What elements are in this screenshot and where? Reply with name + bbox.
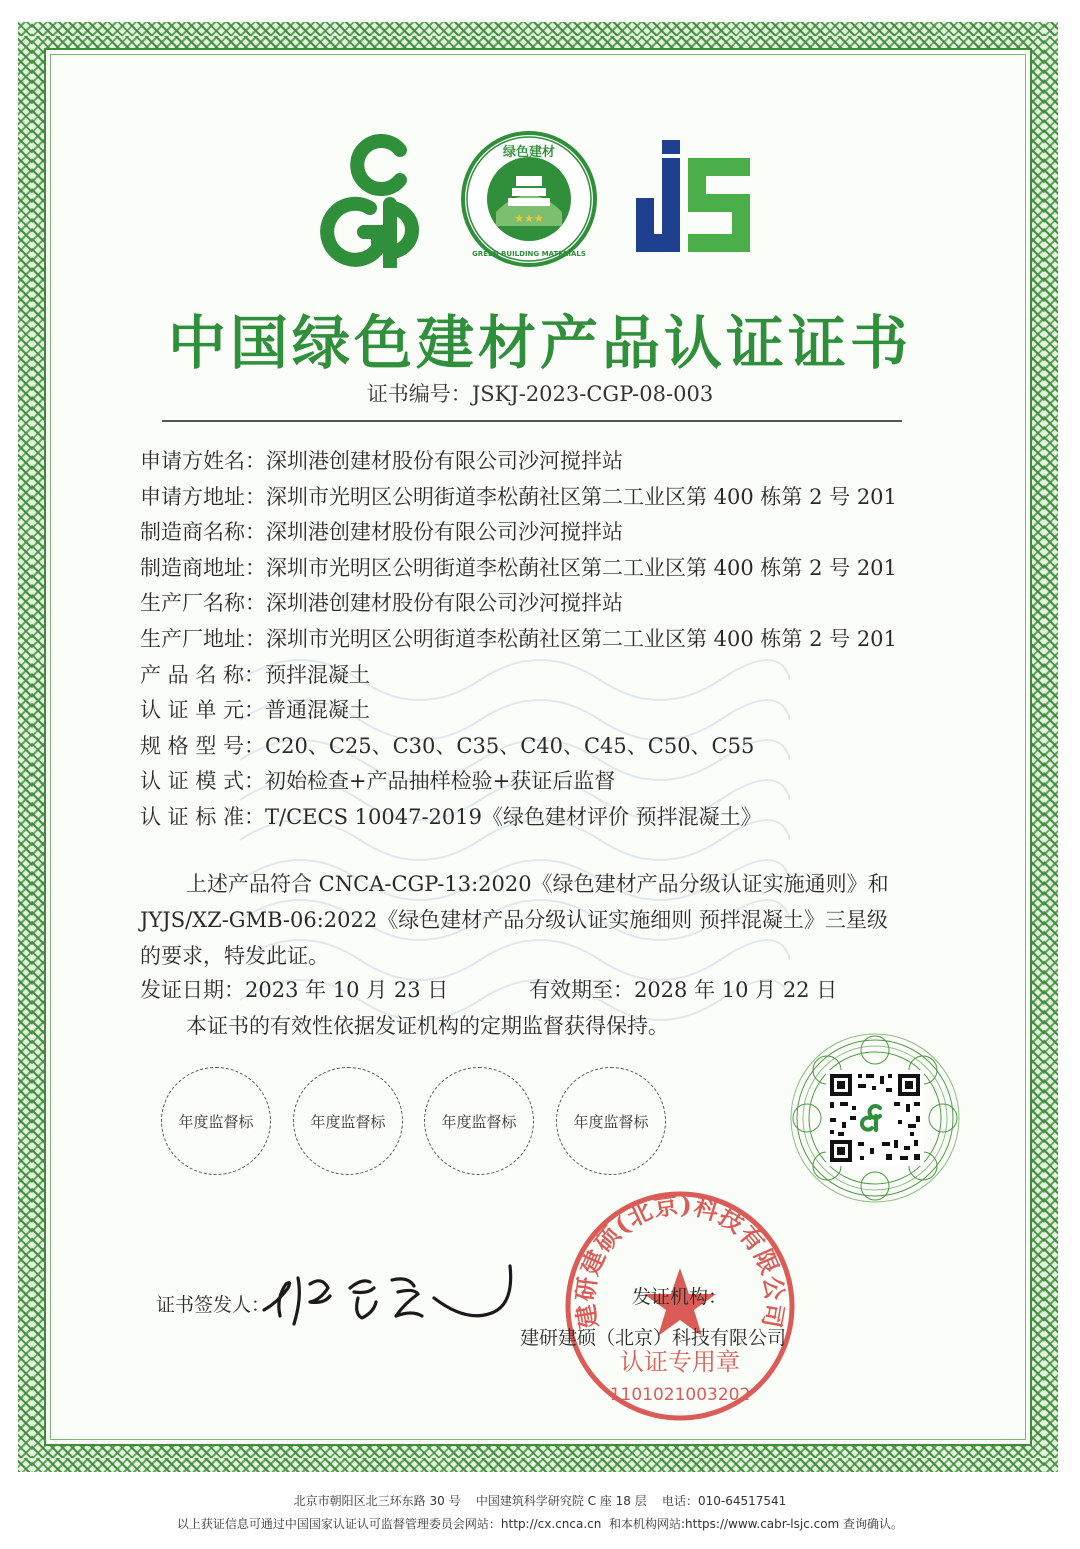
field-label: 申请方姓名：: [140, 449, 266, 473]
annual-supervision-mark: 年度监督标: [161, 1067, 271, 1175]
annual-supervision-mark: 年度监督标: [556, 1067, 666, 1175]
issue-date-label: 发证日期：: [140, 978, 245, 1002]
field-value: 初始检查+产品抽样检验+获证后监督: [265, 769, 616, 794]
footer-verification-note: 以上获证信息可通过中国国家认证认可监督管理委员会网站：http://cx.cnca.cn 和本机构网站:https://www.cabr-lsjc.com 查询确认。: [176, 1517, 904, 1531]
field-factory-address: [140, 622, 960, 658]
certificate-fields: [140, 444, 960, 836]
field-certification-mode: [140, 764, 960, 800]
field-label: 制造商名称：: [140, 520, 266, 545]
logo-row: [0, 118, 1080, 278]
validity-dates: [140, 972, 960, 1008]
field-label: 认 证 标 准：: [140, 804, 266, 829]
certificate-title: 中国绿色建材产品认证证书: [167, 309, 912, 377]
field-product-name: [140, 658, 960, 694]
seal-number: 1101021003202: [609, 1385, 751, 1405]
statement-line: JYJS/XZ-GMB-06:2022《绿色建材产品分级认证实施细则 预拌混凝土》三星级: [140, 908, 888, 932]
green-building-materials-logo-icon: [460, 130, 598, 268]
expiry-date: 2028 年 10 月 22 日: [633, 978, 838, 1002]
qr-code-icon[interactable]: [790, 1030, 960, 1206]
annual-supervision-mark: 年度监督标: [293, 1067, 403, 1175]
statement-line: 上述产品符合 CNCA-CGP-13:2020《绿色建材产品分级认证实施通则》和: [186, 872, 889, 896]
field-value: 预拌混凝土: [265, 662, 371, 687]
svg-text:★★★: ★★★: [514, 212, 544, 225]
field-applicant-name: [140, 444, 960, 480]
field-certification-standard: [140, 800, 960, 836]
field-value: 深圳市光明区公明街道李松蓢社区第二工业区第 400 栋第 2 号 201: [266, 626, 897, 651]
field-value: 深圳港创建材股份有限公司沙河搅拌站: [266, 591, 623, 616]
field-value: C20、C25、C30、C35、C40、C45、C50、C55: [265, 733, 755, 758]
annual-supervision-mark: 年度监督标: [424, 1067, 534, 1175]
statement-line: 的要求，特发此证。: [140, 944, 329, 968]
field-label: 认 证 单 元：: [140, 698, 266, 723]
field-label: 产 品 名 称：: [140, 662, 266, 687]
field-label: 规 格 型 号：: [140, 733, 266, 758]
title-divider: [162, 420, 902, 422]
gbm-english-text: GREEN BUILDING MATERIALS: [472, 250, 586, 258]
field-certification-unit: [140, 693, 960, 729]
field-label: 认 证 模 式：: [140, 769, 266, 794]
field-manufacturer-address: [140, 551, 960, 587]
signature-image: [258, 1258, 520, 1334]
issue-date: 2023 年 10 月 23 日: [245, 978, 449, 1002]
cgp-logo-icon: [318, 128, 440, 268]
field-value: T/CECS 10047-2019《绿色建材评价 预拌混凝土》: [265, 804, 762, 829]
field-value: 普通混凝土: [265, 698, 371, 723]
field-factory-name: [140, 586, 960, 622]
certificate-number-value: JSKJ-2023-CGP-08-003: [471, 382, 714, 406]
field-label: 制造商地址：: [140, 555, 266, 580]
gbm-ring-text: 绿色建材: [502, 145, 556, 160]
conformity-statement: [140, 866, 952, 974]
field-specification: [140, 729, 960, 765]
seal-subtitle: 认证专用章: [620, 1348, 740, 1376]
field-applicant-address: [140, 480, 960, 516]
field-manufacturer-name: [140, 515, 960, 551]
field-value: 深圳市光明区公明街道李松蓢社区第二工业区第 400 栋第 2 号 201: [266, 555, 897, 580]
field-value: 深圳港创建材股份有限公司沙河搅拌站: [266, 520, 623, 545]
signer-label: 证书签发人：: [156, 1294, 271, 1316]
certificate-number: [0, 378, 1080, 408]
seal-org-text: 建研建硕(北京)科技有限公司: [570, 1189, 790, 1331]
field-label: 生产厂名称：: [140, 591, 266, 616]
issuer-label: 发证机构：: [632, 1286, 728, 1308]
validity-note: 本证书的有效性依据发证机构的定期监督获得保持。: [186, 1014, 669, 1038]
jjs-logo-icon: [628, 136, 758, 266]
field-value: 深圳市光明区公明街道李松蓢社区第二工业区第 400 栋第 2 号 201: [266, 484, 897, 509]
field-label: 申请方地址：: [140, 484, 266, 509]
field-value: 深圳港创建材股份有限公司沙河搅拌站: [266, 449, 623, 473]
footer-address: 北京市朝阳区北三环东路 30 号 中国建筑科学研究院 C 座 18 层 电话：010-64517541: [293, 1494, 787, 1508]
issuer-name: 建研建硕（北京）科技有限公司: [520, 1327, 787, 1349]
certificate-number-label: 证书编号：: [366, 382, 472, 406]
field-label: 生产厂地址：: [140, 626, 266, 651]
expiry-label: 有效期至：: [528, 978, 634, 1002]
